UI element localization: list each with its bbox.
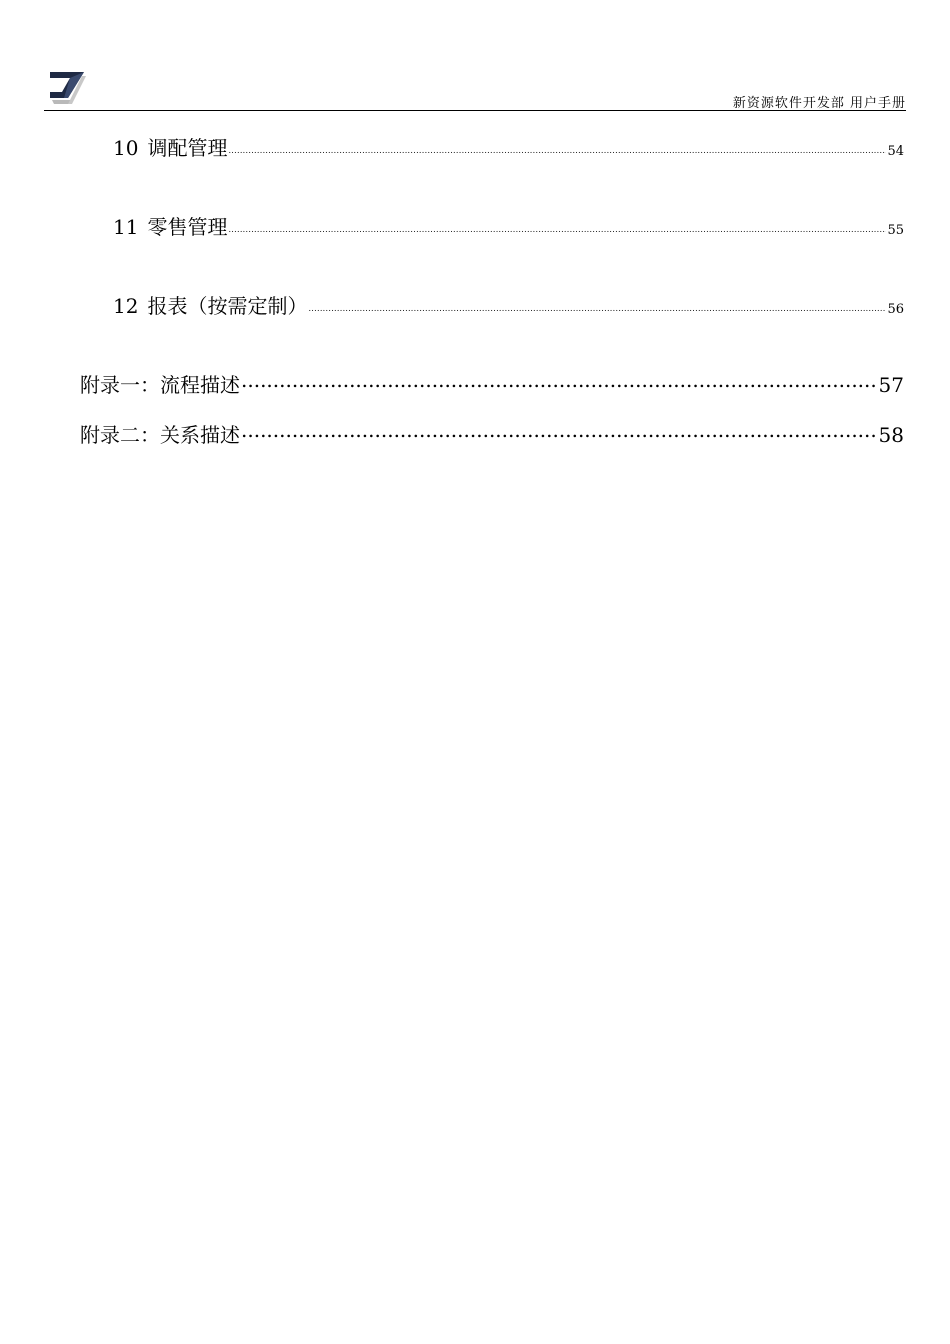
company-logo-icon (46, 70, 86, 106)
header-title: 新资源软件开发部 用户手册 (732, 96, 906, 111)
toc-appendix-entry[interactable] (80, 369, 904, 398)
toc-entry[interactable] (113, 211, 904, 240)
toc-entry-number: 12 (113, 294, 139, 318)
toc-dot-leader (228, 220, 886, 234)
toc-entry-page: 57 (878, 373, 904, 397)
toc-entry-title: 附录二：关系描述 (80, 423, 240, 447)
header-divider (44, 110, 906, 111)
toc-entry-page: 56 (887, 302, 904, 317)
toc-entry-title: 报表（按需定制） (147, 294, 308, 318)
toc-entry-title: 附录一：流程描述 (80, 373, 240, 397)
toc-entry-page: 54 (887, 144, 904, 159)
toc-entry-number: 10 (113, 136, 139, 160)
toc-dot-leader (241, 372, 878, 392)
toc-entry-title: 调配管理 (147, 136, 228, 160)
toc-entry-title: 零售管理 (147, 215, 228, 239)
toc-dot-leader (228, 141, 886, 155)
toc-entry[interactable] (113, 290, 904, 319)
toc-appendix-entry[interactable] (80, 419, 904, 448)
toc-dot-leader (308, 299, 886, 313)
toc-entry-page: 55 (887, 223, 904, 238)
toc-entry-number: 11 (113, 215, 139, 239)
toc-entry-page: 58 (878, 423, 904, 447)
toc-entry[interactable] (113, 132, 904, 161)
toc-dot-leader (241, 422, 878, 442)
